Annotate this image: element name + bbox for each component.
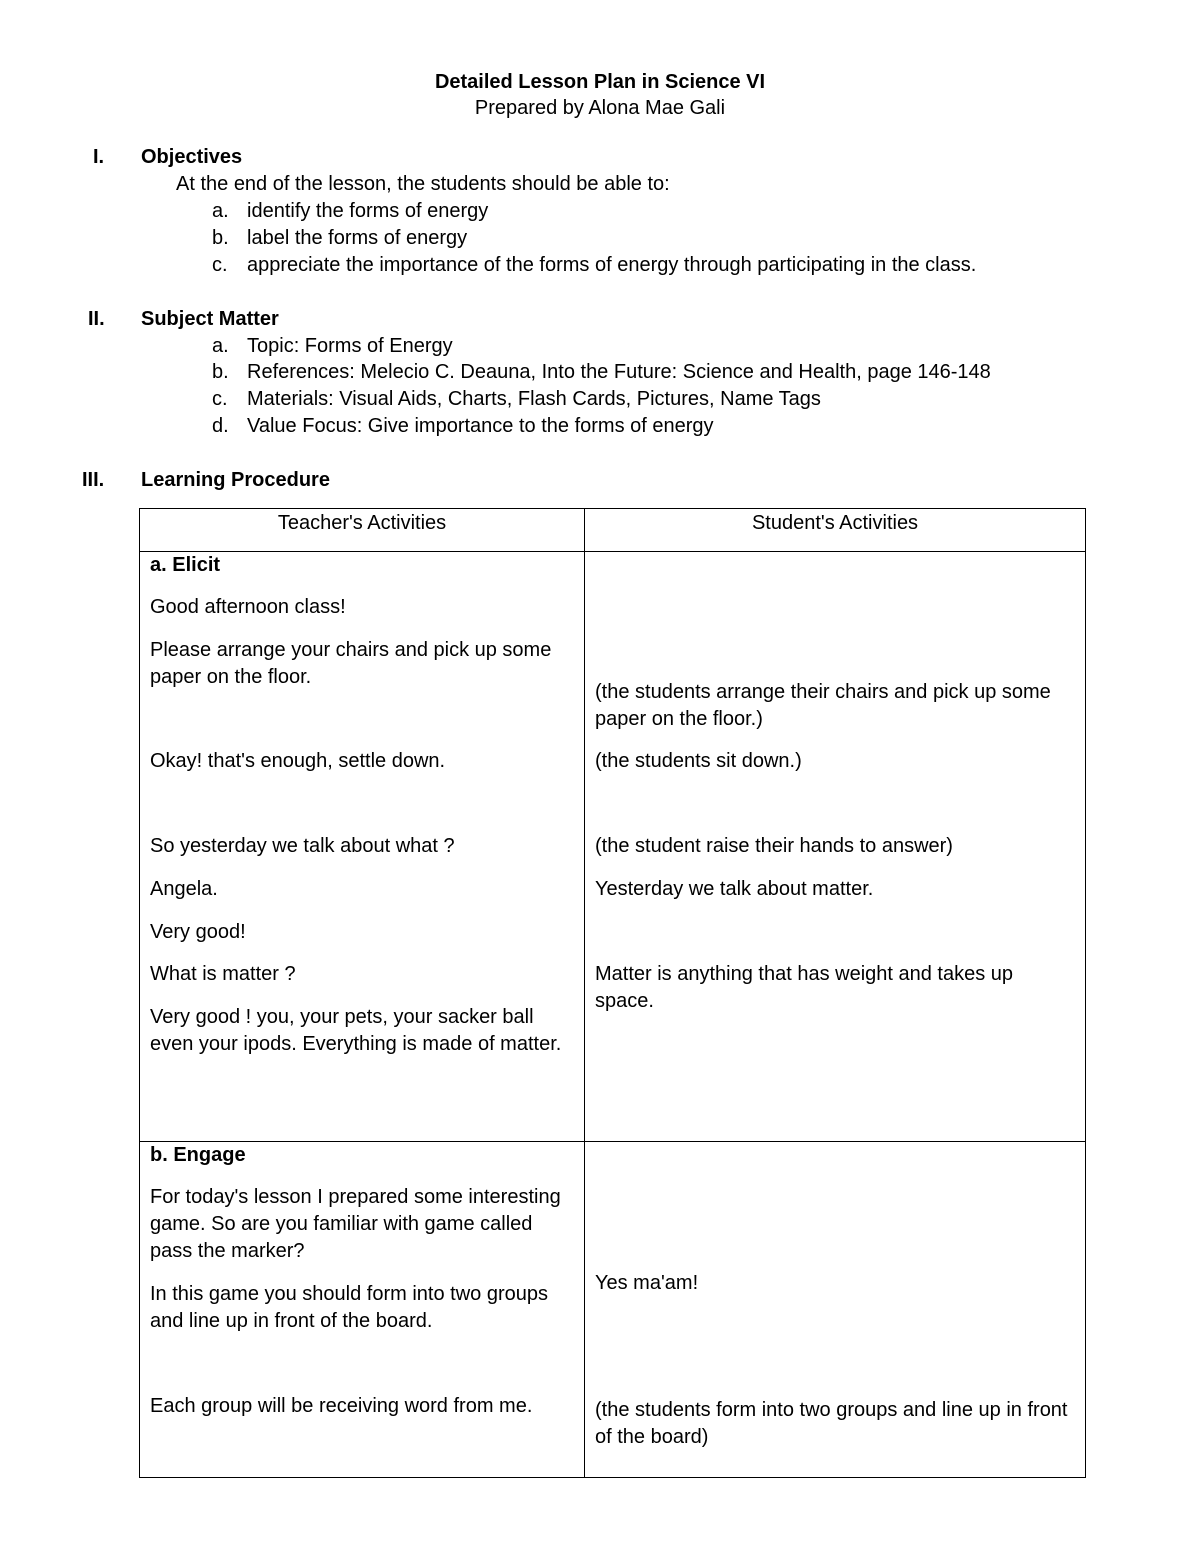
elicit-teacher-cell xyxy=(140,552,585,1142)
section-heading-learning-procedure: Learning Procedure xyxy=(141,469,330,491)
column-header-teacher: Teacher's Activities xyxy=(140,509,585,552)
student-line: (the students form into two groups and line up in front of the board) xyxy=(595,1399,1068,1448)
teacher-line: Very good ! you, your pets, your sacker ball even your ipods. Everything is made of matter. xyxy=(150,1006,562,1055)
student-line: Yesterday we talk about matter. xyxy=(595,878,874,900)
teacher-line: Good afternoon class! xyxy=(150,596,346,618)
list-text: Value Focus: Give importance to the forms of energy xyxy=(247,415,714,437)
table-header-row xyxy=(140,509,1086,552)
section-heading-objectives: Objectives xyxy=(141,146,243,168)
student-line: (the students sit down.) xyxy=(595,750,802,772)
list-text: References: Melecio C. Deauna, Into the Future: Science and Health, page 146-148 xyxy=(247,361,991,383)
elicit-student-cell xyxy=(585,552,1086,1142)
section-number-learning-procedure: III. xyxy=(82,469,105,491)
teacher-line: Very good! xyxy=(150,921,246,943)
list-marker: b. xyxy=(212,361,229,383)
teacher-line: What is matter ? xyxy=(150,963,296,985)
student-line: (the students arrange their chairs and pick up some paper on the floor.) xyxy=(595,681,1051,730)
list-marker: c. xyxy=(212,254,228,276)
table-row xyxy=(140,552,1086,1142)
teacher-line: So yesterday we talk about what ? xyxy=(150,835,455,857)
teacher-line: Angela. xyxy=(150,878,218,900)
teacher-line: Each group will be receiving word from me. xyxy=(150,1395,533,1417)
list-marker: a. xyxy=(212,200,229,222)
list-text: Topic: Forms of Energy xyxy=(247,335,453,357)
column-header-student: Student's Activities xyxy=(585,509,1086,552)
student-line: (the student raise their hands to answer) xyxy=(595,835,953,857)
section-number-subject-matter: II. xyxy=(88,308,105,330)
section-heading-subject-matter: Subject Matter xyxy=(141,308,279,330)
list-text: identify the forms of energy xyxy=(247,200,489,222)
document-subtitle: Prepared by Alona Mae Gali xyxy=(474,97,726,119)
teacher-line: Please arrange your chairs and pick up some paper on the floor. xyxy=(150,639,552,688)
list-text: Materials: Visual Aids, Charts, Flash Cards, Pictures, Name Tags xyxy=(247,388,821,410)
student-line: Yes ma'am! xyxy=(595,1272,699,1294)
teacher-line: Okay! that's enough, settle down. xyxy=(150,750,446,772)
stage-label-elicit: a. Elicit xyxy=(150,554,221,576)
list-text: label the forms of energy xyxy=(247,227,468,249)
list-marker: d. xyxy=(212,415,229,437)
teacher-line: For today's lesson I prepared some interesting game. So are you familiar with game called pass the marker? xyxy=(150,1186,561,1262)
teacher-line: In this game you should form into two groups and line up in front of the board. xyxy=(150,1283,548,1332)
list-text: appreciate the importance of the forms of energy through participating in the class. xyxy=(247,254,977,276)
engage-student-cell xyxy=(585,1142,1086,1478)
list-marker: b. xyxy=(212,227,229,249)
list-marker: a. xyxy=(212,335,229,357)
stage-label-engage: b. Engage xyxy=(150,1144,246,1166)
objectives-intro: At the end of the lesson, the students should be able to: xyxy=(176,173,670,195)
student-line: Matter is anything that has weight and takes up space. xyxy=(595,963,1014,1012)
document-title: Detailed Lesson Plan in Science VI xyxy=(434,71,766,93)
table-row xyxy=(140,1142,1086,1478)
section-number-objectives: I. xyxy=(93,146,105,168)
engage-teacher-cell xyxy=(140,1142,585,1478)
learning-procedure-table xyxy=(139,508,1086,1478)
list-marker: c. xyxy=(212,388,228,410)
